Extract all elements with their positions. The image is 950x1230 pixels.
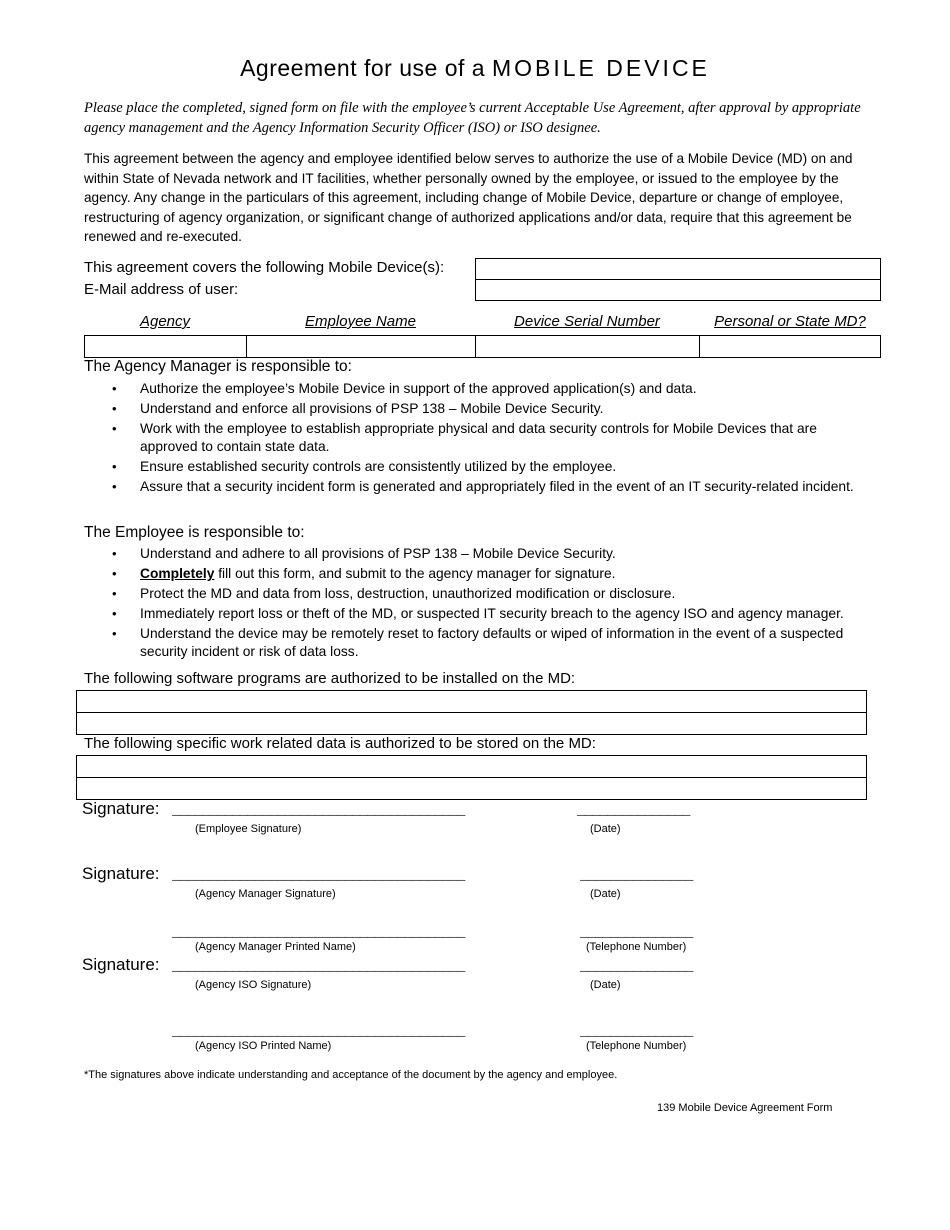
data-field[interactable] <box>76 777 867 800</box>
caption: (Agency Manager Printed Name) <box>195 941 356 953</box>
device-label: This agreement covers the following Mobile Device(s): <box>84 259 445 276</box>
caption: (Date) <box>590 979 621 991</box>
signature-label: Signature: <box>82 799 160 818</box>
list-item: • Ensure established security controls are consistently utilized by the employee. <box>112 458 872 476</box>
employee-list <box>112 545 872 663</box>
employee-date-line[interactable]: _______________ <box>577 803 690 819</box>
caption: (Employee Signature) <box>195 823 302 835</box>
caption: (Date) <box>590 823 621 835</box>
caption: (Agency Manager Signature) <box>195 888 336 900</box>
list-item: • Completely fill out this form, and submit to the agency manager for signature. <box>112 565 872 583</box>
header-employee-name: Employee Name <box>305 313 416 330</box>
list-item: • Understand and adhere to all provisions of PSP 138 – Mobile Device Security. <box>112 545 872 563</box>
agreement-intro: This agreement between the agency and employee identified below serves to authorize the use of a Mobile Device (MD) on and within State of Nevada network and IT facilities, whether personally owned by the employee, or issued to the employee by the agency. Any change in the particulars of this agreement, including change of Mobile Device, departure or change of employee, restructuring of agency organization, or significant change of authorized applications and/or data, require that this agreement be renewed and re-executed. <box>84 151 853 245</box>
email-label: E-Mail address of user: <box>84 281 239 298</box>
list-item: • Understand and enforce all provisions of PSP 138 – Mobile Device Security. <box>112 400 872 418</box>
header-ownership: Personal or State MD? <box>714 313 866 330</box>
signature-footnote: *The signatures above indicate understanding and acceptance of the document by the agency and employee. <box>84 1069 618 1081</box>
header-serial-number: Device Serial Number <box>514 313 660 330</box>
completely-emphasis: Completely <box>140 566 215 581</box>
iso-phone-line[interactable]: _______________ <box>580 1024 693 1040</box>
caption: (Agency ISO Signature) <box>195 979 312 991</box>
manager-name-line[interactable]: _______________________________________ <box>172 925 465 941</box>
manager-heading: The Agency Manager is responsible to: <box>84 358 352 375</box>
header-agency: Agency <box>139 313 191 330</box>
serial-number-cell[interactable] <box>475 335 700 358</box>
caption: (Agency ISO Printed Name) <box>195 1040 332 1052</box>
signature-label: Signature: <box>82 864 160 883</box>
caption: (Telephone Number) <box>586 1040 687 1052</box>
employee-heading: The Employee is responsible to: <box>84 524 305 541</box>
iso-signature-line[interactable]: _______________________________________ <box>172 959 465 975</box>
software-label: The following software programs are authorized to be installed on the MD: <box>84 670 576 687</box>
ownership-cell[interactable] <box>699 335 881 358</box>
software-field[interactable] <box>76 690 867 713</box>
device-field[interactable] <box>475 258 881 280</box>
employee-signature-line[interactable]: _______________________________________ <box>172 803 465 819</box>
list-item: • Understand the device may be remotely reset to factory defaults or wiped of information in the event of a suspected security incident or risk of data loss. <box>112 625 872 660</box>
data-field[interactable] <box>76 755 867 778</box>
list-item: • Authorize the employee’s Mobile Device in support of the approved application(s) and data. <box>112 380 872 398</box>
filing-instructions: Please place the completed, signed form on file with the employee’s current Acceptable Use Agreement, after approval by appropriate agency management and the Agency Information Security Officer (ISO) or ISO designee. <box>84 100 861 136</box>
employee-name-cell[interactable] <box>246 335 476 358</box>
form-id: 139 Mobile Device Agreement Form <box>657 1102 833 1114</box>
list-item: • Protect the MD and data from loss, destruction, unauthorized modification or disclosure. <box>112 585 872 603</box>
list-item: • Immediately report loss or theft of the MD, or suspected IT security breach to the agency ISO and agency manager. <box>112 605 872 623</box>
signature-label: Signature: <box>82 955 160 974</box>
data-label: The following specific work related data is authorized to be stored on the MD: <box>84 735 596 752</box>
manager-phone-line[interactable]: _______________ <box>580 925 693 941</box>
caption: (Date) <box>590 888 621 900</box>
manager-list <box>112 380 872 498</box>
email-field[interactable] <box>475 279 881 301</box>
list-item: • Assure that a security incident form is generated and appropriately filed in the event of an IT security-related incident. <box>112 478 872 496</box>
manager-signature-line[interactable]: _______________________________________ <box>172 868 465 884</box>
agency-cell[interactable] <box>84 335 247 358</box>
iso-date-line[interactable]: _______________ <box>580 959 693 975</box>
manager-date-line[interactable]: _______________ <box>580 868 693 884</box>
list-item: • Work with the employee to establish appropriate physical and data security controls for Mobile Devices that are approved to contain state data. <box>112 420 872 455</box>
iso-name-line[interactable]: _______________________________________ <box>172 1024 465 1040</box>
software-field[interactable] <box>76 712 867 735</box>
caption: (Telephone Number) <box>586 941 687 953</box>
page-title: Agreement for use of a MOBILE DEVICE <box>240 55 710 81</box>
